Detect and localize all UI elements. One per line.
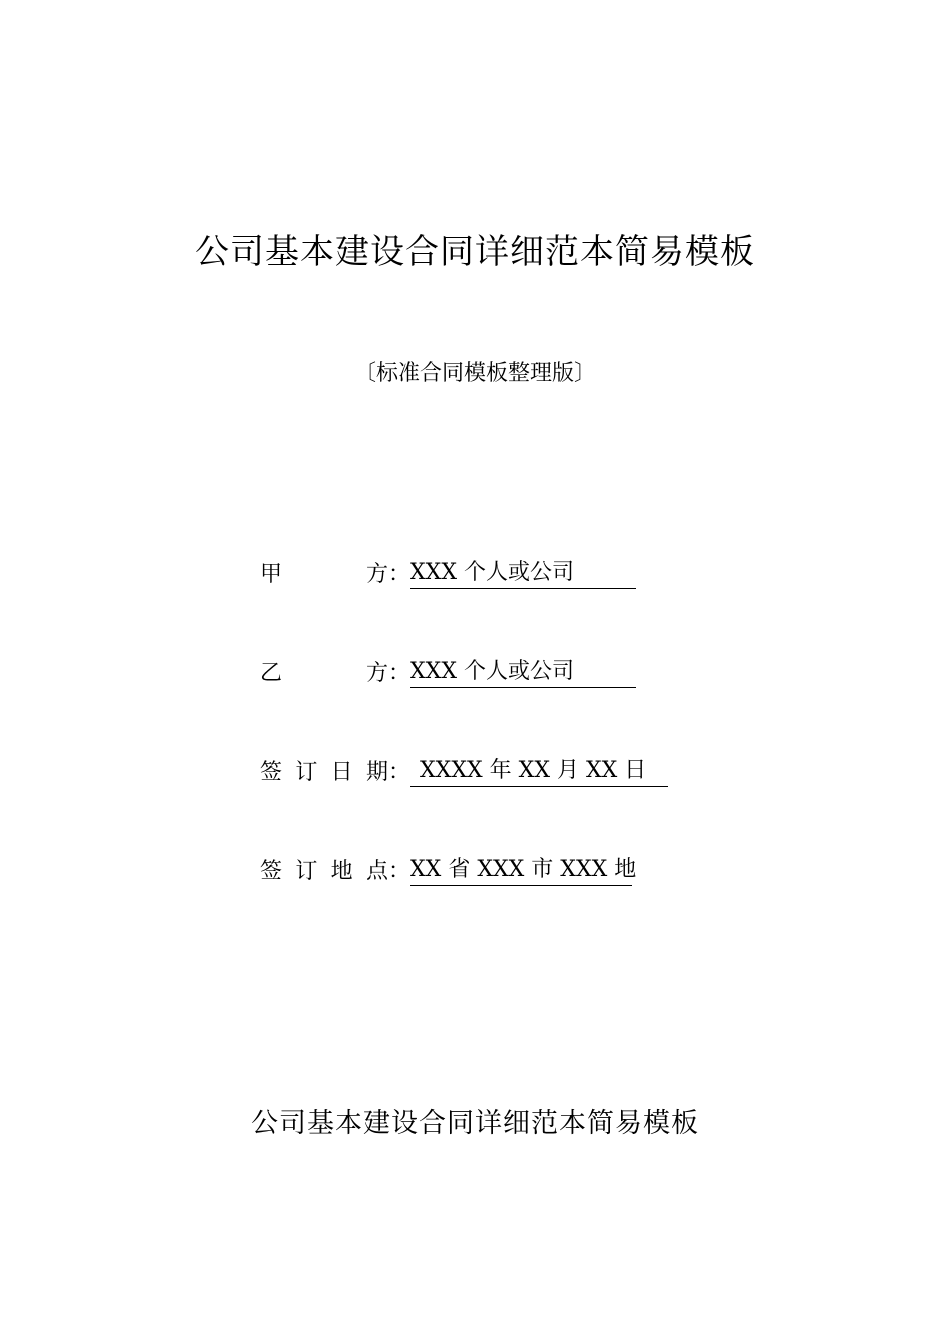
party-b-field (260, 657, 636, 691)
signing-date-colon: ： (388, 760, 411, 785)
signing-place-value: XX 省 XXX 市 XXX 地 (410, 855, 632, 886)
signing-date-field (260, 756, 668, 790)
party-a-label: 甲 方 (260, 562, 388, 587)
signing-place-colon: ： (388, 859, 411, 884)
party-b-value: XXX 个人或公司 (410, 657, 636, 688)
party-a-value: XXX 个人或公司 (410, 558, 636, 589)
party-a-colon: ： (388, 562, 411, 587)
signing-place-field (260, 855, 637, 889)
footer-title: 公司基本建设合同详细范本简易模板 (251, 1108, 699, 1139)
signing-place-label: 签订地点 (260, 859, 388, 884)
party-b-label: 乙 方 (260, 661, 388, 686)
document-title: 公司基本建设合同详细范本简易模板 (195, 232, 755, 272)
party-b-colon: ： (388, 661, 411, 686)
party-a-field (260, 558, 636, 592)
document-subtitle: 〔标准合同模板整理版〕 (353, 361, 596, 386)
signing-date-value: XXXX 年 XX 月 XX 日 (410, 756, 668, 787)
signing-date-label: 签订日期 (260, 760, 388, 785)
